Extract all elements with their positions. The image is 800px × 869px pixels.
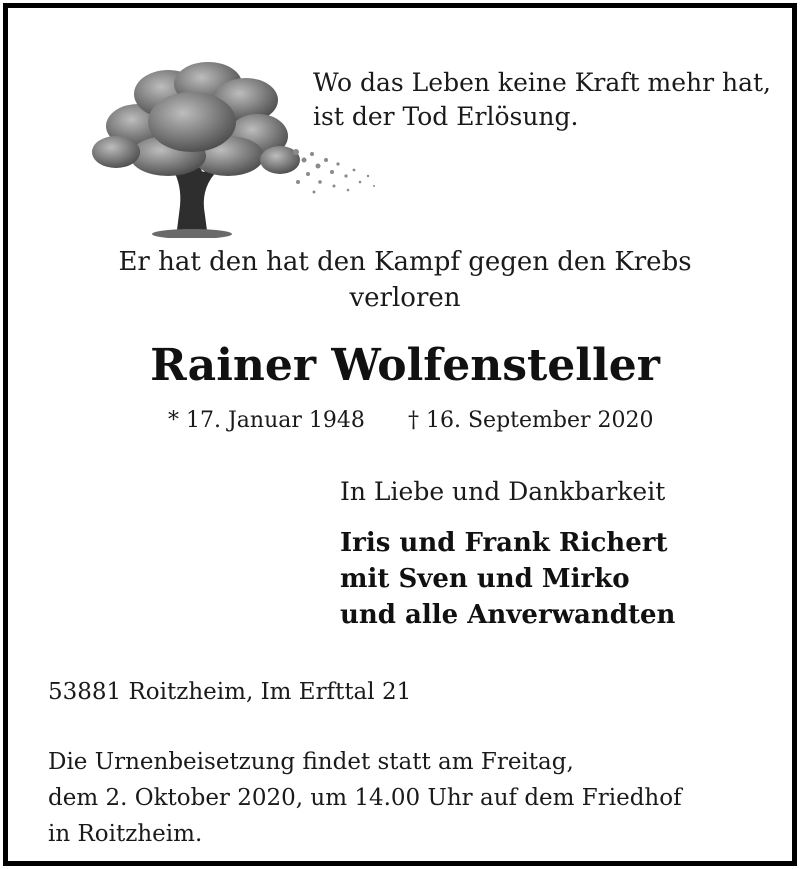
funeral-line: dem 2. Oktober 2020, um 14.00 Uhr auf dem Friedhof: [48, 785, 682, 811]
mourner-line: und alle Anverwandten: [340, 600, 676, 630]
birth-date: * 17. Januar 1948: [168, 408, 365, 433]
intro-text: [8, 244, 800, 316]
address: 53881 Roitzheim, Im Erfttal 21: [48, 679, 412, 705]
mourner-line: Iris und Frank Richert: [340, 528, 668, 558]
intro-line: verloren: [349, 283, 461, 313]
quote: [313, 66, 771, 134]
death-date: † 16. September 2020: [408, 408, 654, 433]
quote-line: Wo das Leben keine Kraft mehr hat,: [313, 68, 771, 97]
mourners-list: [340, 525, 675, 633]
mourners-intro: In Liebe und Dankbarkeit: [340, 477, 666, 506]
funeral-info: [48, 744, 682, 852]
funeral-line: Die Urnenbeisetzung findet statt am Freitag,: [48, 749, 574, 775]
quote-line: ist der Tod Erlösung.: [313, 102, 579, 131]
intro-line: Er hat den hat den Kampf gegen den Krebs: [118, 247, 692, 277]
obituary-notice: [3, 3, 797, 866]
funeral-line: in Roitzheim.: [48, 821, 203, 847]
deceased-name: Rainer Wolfensteller: [150, 340, 660, 391]
mourner-line: mit Sven und Mirko: [340, 564, 630, 594]
